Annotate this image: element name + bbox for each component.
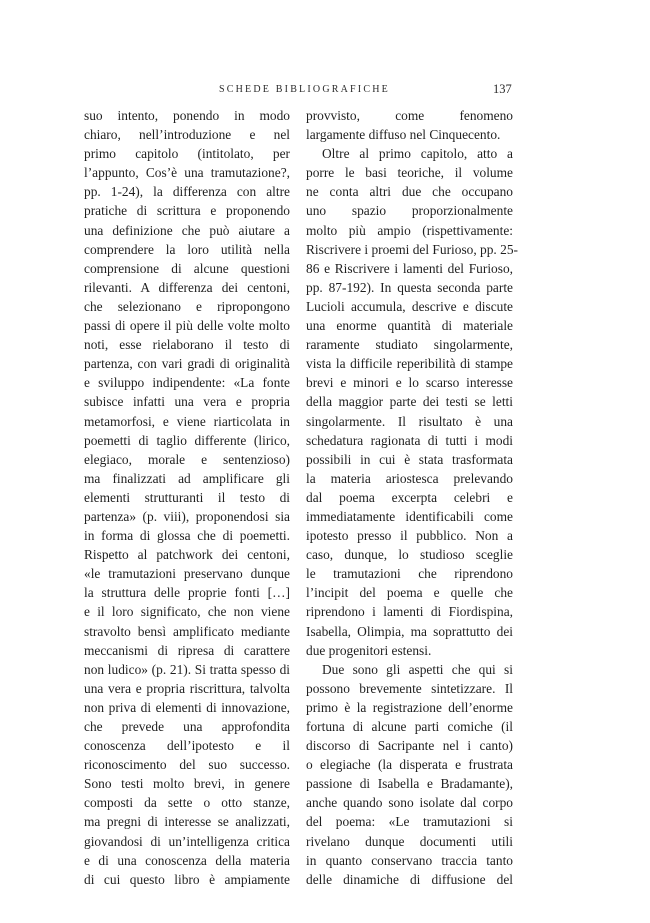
text-line: comprensione di alcune questioni bbox=[84, 260, 290, 276]
text-line: poemetti di taglio differente (lirico, bbox=[84, 432, 290, 448]
text-line: meccanismi di ripresa di carattere bbox=[84, 642, 290, 658]
text-line: suo intento, ponendo in modo bbox=[84, 108, 290, 123]
text-line: la materia ariostesca prelevando bbox=[306, 470, 513, 486]
text-line: subisce infatti una vera e propria bbox=[84, 394, 290, 410]
text-line: rilevanti. A differenza dei centoni, bbox=[84, 279, 290, 295]
text-line: possono brevemente sintetizzare. Il bbox=[306, 680, 513, 696]
text-line: Lucioli accumula, descrive e discute bbox=[306, 298, 513, 314]
text-line: primo è la registrazione dell’enorme bbox=[306, 699, 513, 715]
text-line: non ludico» (p. 21). Si tratta spesso di bbox=[84, 661, 290, 677]
text-line: metamorfosi, e viene riarticolata in bbox=[84, 413, 290, 429]
text-line: ma pregni di interesse se analizzati, bbox=[84, 814, 290, 830]
text-line: ne conta altri due che occupano bbox=[306, 184, 513, 200]
text-line: «le tramutazioni preservano dunque bbox=[84, 566, 290, 582]
text-line: che prevede una approfondita bbox=[84, 719, 290, 734]
text-line: pp. 87-192). In questa seconda parte bbox=[306, 279, 513, 295]
text-line: schedatura ragionata di tutti i modi bbox=[306, 432, 513, 448]
text-line: non priva di elementi di innovazione, bbox=[84, 699, 290, 715]
text-line: Riscrivere i proemi del Furioso, pp. 25- bbox=[306, 241, 518, 257]
paragraph-start-line: Oltre al primo capitolo, atto a bbox=[322, 146, 513, 162]
text-line: raramente studiato singolarmente, bbox=[306, 337, 513, 353]
text-line: discorso di Sacripante nel i canto) bbox=[306, 738, 513, 754]
text-line: una enorme quantità di materiale bbox=[306, 318, 513, 334]
text-line: una definizione che può aiutare a bbox=[84, 222, 290, 238]
text-line: provvisto, come fenomeno bbox=[306, 108, 513, 123]
text-line: una vera e propria riscrittura, talvolta bbox=[84, 680, 290, 696]
text-line: riprendono i lamenti di Fiordispina, bbox=[306, 604, 513, 620]
text-line: anche quando sono isolate dal corpo bbox=[306, 795, 513, 811]
text-line: dal poema excerpta celebri e bbox=[306, 489, 513, 505]
text-line: primo capitolo (intitolato, per bbox=[84, 146, 290, 162]
text-line: comprendere la loro utilità nella bbox=[84, 241, 290, 257]
text-line: largamente diffuso nel Cinquecento. bbox=[306, 127, 501, 143]
text-line: singolarmente. Il risultato è una bbox=[306, 413, 513, 429]
text-line: vista la difficile reperibilità di stampe bbox=[306, 356, 513, 372]
text-line: e il loro significato, che non viene bbox=[84, 604, 290, 620]
text-line: della maggior parte dei testi se letti bbox=[306, 394, 513, 410]
text-line: di cui questo libro è ampiamente bbox=[84, 871, 290, 887]
text-line: la struttura delle proprie fonti […] bbox=[84, 585, 290, 601]
text-line: partenza» (p. viii), proponendosi sia bbox=[84, 508, 290, 524]
text-line: passione di Isabella e Bradamante), bbox=[306, 776, 513, 792]
text-line: noti, esse rielaborano il testo di bbox=[84, 337, 290, 353]
left-text-column bbox=[84, 106, 290, 889]
text-line: o elegiache (la disperata e frustrata bbox=[306, 757, 513, 773]
text-line: e di una conoscenza della materia bbox=[84, 852, 290, 868]
text-line: e sviluppo indipendente: «La fonte bbox=[84, 375, 290, 391]
text-line: caso, dunque, lo studioso sceglie bbox=[306, 547, 513, 563]
text-line: riconoscimento del suo successo. bbox=[84, 757, 290, 773]
text-line: giovandosi di un’intelligenza critica bbox=[84, 833, 290, 849]
text-line: pratiche di scrittura e proponendo bbox=[84, 203, 290, 219]
text-line: molto più ampio (rispettivamente: bbox=[306, 222, 513, 238]
text-line: brevi e minori e lo scarso interesse bbox=[306, 375, 513, 391]
text-line: stravolto bensì amplificato mediante bbox=[84, 623, 290, 639]
text-line: porre le basi teoriche, il volume bbox=[306, 165, 513, 181]
page-number: 137 bbox=[493, 82, 512, 96]
text-line: l’incipit del poema e quelle che bbox=[306, 585, 513, 601]
text-line: passi di opere il più delle volte molto bbox=[84, 318, 290, 334]
text-line: in quanto conservano traccia tanto bbox=[306, 852, 513, 868]
text-line: Isabella, Olimpia, ma soprattutto dei bbox=[306, 623, 513, 639]
text-line: possibili in cui è stata trasformata bbox=[306, 451, 513, 467]
text-line: che selezionano e ripropongono bbox=[84, 298, 290, 314]
text-line: partenza, con vari gradi di originalità bbox=[84, 356, 290, 372]
text-line: Rispetto al patchwork dei centoni, bbox=[84, 547, 290, 563]
text-line: ipotesto presso il pubblico. Non a bbox=[306, 528, 513, 544]
text-line: uno spazio proporzionalmente bbox=[306, 203, 513, 219]
paragraph-start-line: Due sono gli aspetti che qui si bbox=[322, 661, 513, 677]
text-line: composti da sette o otto stanze, bbox=[84, 795, 290, 811]
text-line: ma finalizzati ad amplificare gli bbox=[84, 470, 290, 486]
text-line: in forma di glossa che di poemetti. bbox=[84, 528, 290, 544]
text-line: delle dinamiche di diffusione del bbox=[306, 871, 513, 887]
text-line: due progenitori estensi. bbox=[306, 642, 432, 658]
text-line: rivelano dunque documenti utili bbox=[306, 833, 513, 849]
text-line: fortuna di alcune parti comiche (il bbox=[306, 719, 513, 734]
text-line: pp. 1-24), la differenza con altre bbox=[84, 184, 290, 200]
text-line: le tramutazioni che riprendono bbox=[306, 566, 513, 582]
text-line: immediatamente identificabili come bbox=[306, 508, 513, 524]
text-line: elementi strutturanti il testo di bbox=[84, 489, 290, 505]
text-line: 86 e Riscrivere i lamenti del Furioso, bbox=[306, 260, 513, 276]
text-line: chiaro, nell’introduzione e nel bbox=[84, 127, 290, 143]
text-line: del poema: «Le tramutazioni si bbox=[306, 814, 513, 830]
text-line: l’appunto, Cos’è una tramutazione?, bbox=[84, 165, 290, 181]
text-line: elegiaco, morale e sentenzioso) bbox=[84, 451, 290, 467]
text-line: Sono testi molto brevi, in genere bbox=[84, 776, 290, 792]
text-line: conoscenza dell’ipotesto e il bbox=[84, 738, 290, 754]
running-head: SCHEDE BIBLIOGRAFICHE bbox=[219, 84, 390, 95]
right-text-column bbox=[306, 106, 518, 889]
